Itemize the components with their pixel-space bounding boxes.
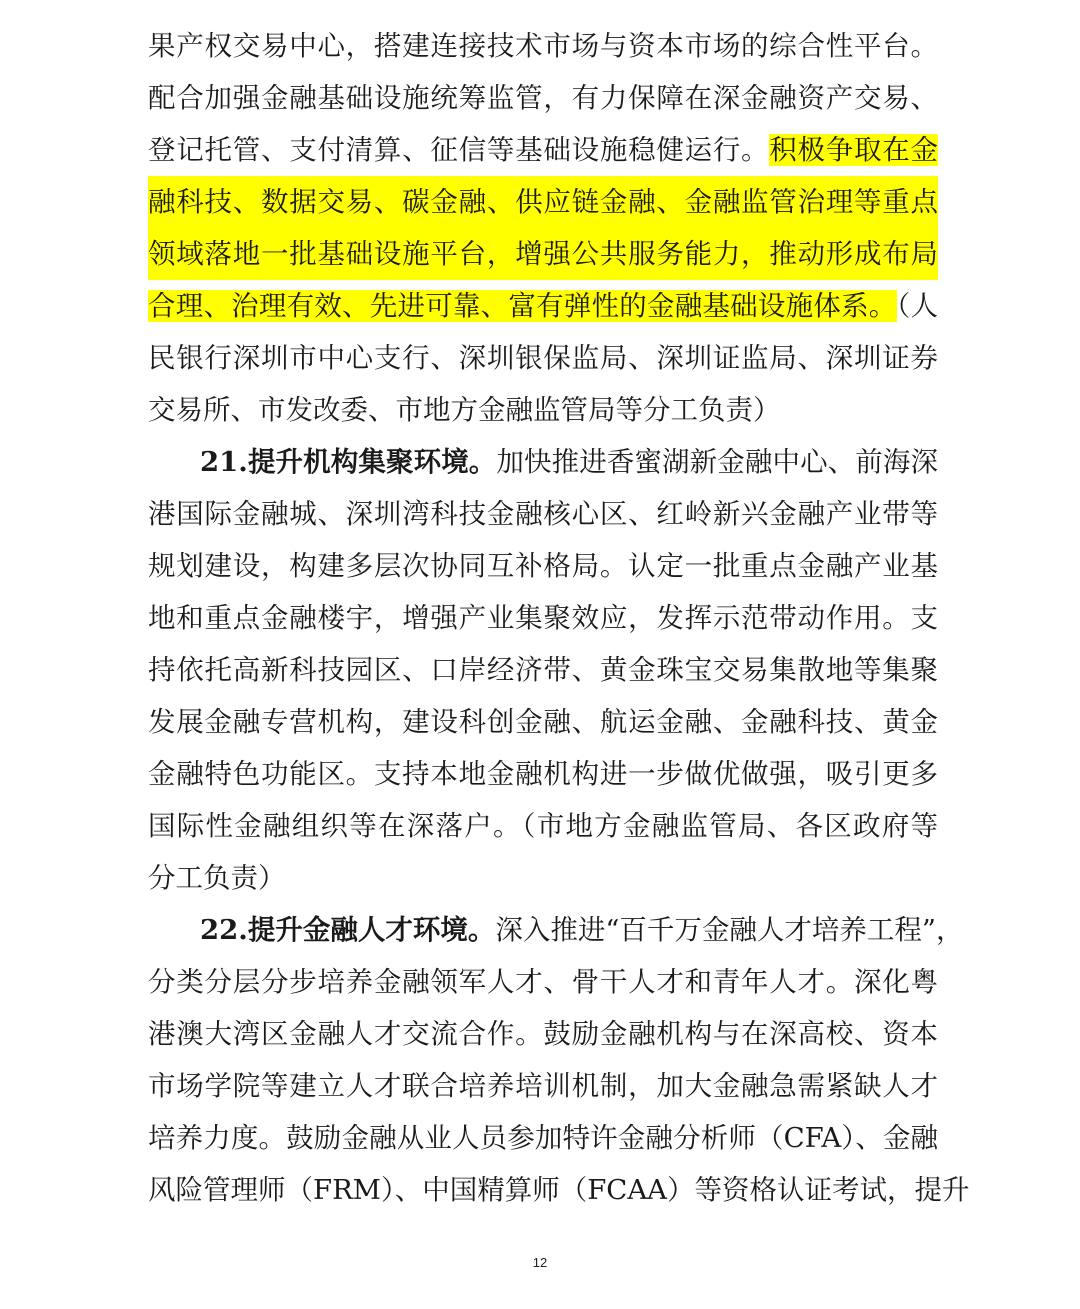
text-span: 融科技、数据交易、碳金融、供应链金融、金融监管治理等重点	[148, 186, 938, 218]
text-span: （人	[896, 290, 939, 322]
text-span: 地和重点金融楼宇，增强产业集聚效应，发挥示范带动作用。支	[148, 602, 938, 634]
text-span: 持依托高新科技园区、口岸经济带、黄金珠宝交易集散地等集聚	[148, 654, 938, 686]
text-line	[148, 592, 938, 644]
section-heading: 22.提升金融人才环境。	[200, 914, 496, 946]
text-span: 发展金融专营机构，建设科创金融、航运金融、金融科技、黄金	[148, 706, 938, 738]
text-line	[148, 72, 938, 124]
text-line	[148, 1008, 938, 1060]
text-line	[148, 956, 938, 1008]
text-line	[148, 696, 938, 748]
text-span: 深入推进“百千万金融人才培养工程”，	[495, 914, 964, 946]
text-line	[148, 124, 938, 176]
text-line	[148, 644, 938, 696]
text-span: 国际性金融组织等在深落户。（市地方金融监管局、各区政府等	[148, 810, 938, 842]
text-span: 金融特色功能区。支持本地金融机构进一步做优做强，吸引更多	[148, 758, 938, 790]
text-span: 培养力度。鼓励金融从业人员参加特许金融分析师（CFA）、金融	[148, 1122, 938, 1154]
text-line	[148, 1112, 938, 1164]
highlighted-text: 积极争取在金	[769, 134, 939, 166]
text-span: 加快推进香蜜湖新金融中心、前海深	[496, 446, 938, 478]
text-span: 果产权交易中心，搭建连接技术市场与资本市场的综合性平台。	[148, 30, 938, 62]
text-span: 港澳大湾区金融人才交流合作。鼓励金融机构与在深高校、资本	[148, 1018, 938, 1050]
section-21-heading-line	[200, 436, 938, 488]
text-span: 民银行深圳市中心支行、深圳银保监局、深圳证监局、深圳证券	[148, 342, 938, 374]
text-line	[148, 488, 938, 540]
text-line	[148, 20, 938, 72]
text-line	[148, 852, 938, 904]
text-line	[148, 800, 938, 852]
text-span: 分类分层分步培养金融领军人才、骨干人才和青年人才。深化粤	[148, 966, 938, 998]
section-22-heading-line	[200, 904, 964, 956]
text-line	[148, 280, 938, 332]
text-span: 登记托管、支付清算、征信等基础设施稳健运行。	[148, 134, 770, 166]
highlighted-text-line	[148, 176, 938, 228]
text-line	[148, 748, 938, 800]
text-span: 市场学院等建立人才联合培养培训机制，加大金融急需紧缺人才	[148, 1070, 938, 1102]
page-number: 12	[532, 1255, 548, 1270]
text-span: 规划建设，构建多层次协同互补格局。认定一批重点金融产业基	[148, 550, 938, 582]
text-span: 分工负责）	[148, 862, 286, 894]
text-span: 交易所、市发改委、市地方金融监管局等分工负责）	[148, 394, 781, 426]
text-span: 领域落地一批基础设施平台，增强公共服务能力，推动形成布局	[148, 238, 938, 270]
text-line	[148, 1060, 938, 1112]
text-line	[148, 384, 938, 436]
highlighted-text: 合理、治理有效、先进可靠、富有弹性的金融基础设施体系。	[148, 290, 897, 322]
text-span: 配合加强金融基础设施统筹监管，有力保障在深金融资产交易、	[148, 82, 938, 114]
text-span: 港国际金融城、深圳湾科技金融核心区、红岭新兴金融产业带等	[148, 498, 938, 530]
text-span: 风险管理师（FRM）、中国精算师（FCAA）等资格认证考试，提升	[148, 1174, 970, 1206]
text-line	[148, 540, 938, 592]
section-heading: 21.提升机构集聚环境。	[200, 446, 497, 478]
text-line	[148, 1164, 970, 1216]
highlighted-text-line	[148, 228, 938, 280]
text-line	[148, 332, 938, 384]
